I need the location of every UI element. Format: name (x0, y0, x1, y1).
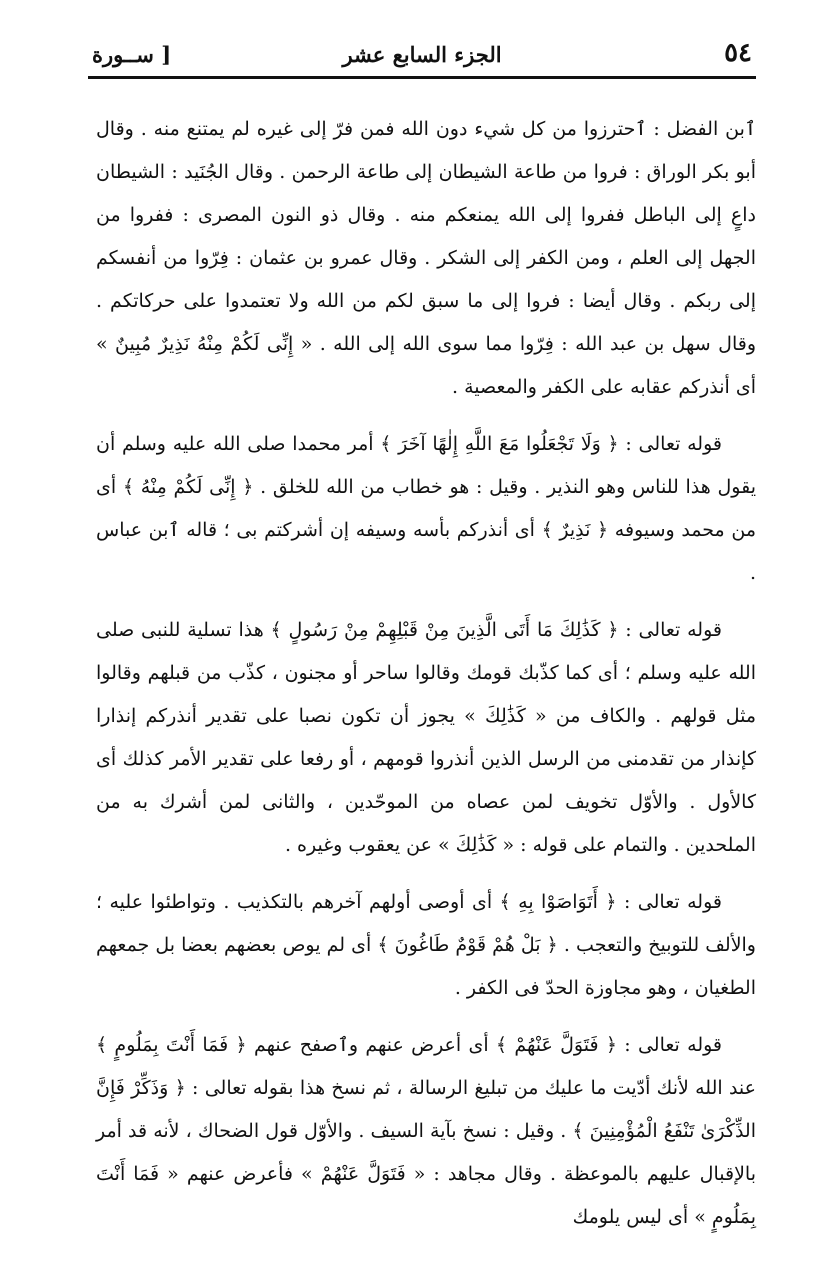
surah-label: [ ســورة (92, 42, 172, 67)
running-title: الجزء السابع عشر (342, 42, 502, 67)
page-header (88, 36, 756, 79)
paragraph-1: ٱبن الفضل : ٱحترزوا من كل شيء دون الله فمن فرّ إلى غيره لم يمتنع منه . وقال أبو بكر الوراق : فروا من طاعة الشيطان إلى طاعة الرحمن . وقال الجُنَيد : الشيطان داعٍ إلى الباطل ففروا إلى الله يمنعكم منه . وقال ذو النون المصرى : ففروا من الجهل إلى العلم ، ومن الكفر إلى الشكر . وقال عمرو بن عثمان : فِرّوا من أنفسكم إلى ربكم . وقال أيضا : فروا إلى ما سبق لكم من الله ولا تعتمدوا على حركاتكم . وقال سهل بن عبد الله : فِرّوا مما سوى الله إلى الله . « إِنِّى لَكُمْ مِنْهُ نَذِيرٌ مُبِينٌ » أى أنذركم عقابه على الكفر والمعصية . (96, 118, 756, 398)
paragraph-5: قوله تعالى : ﴿ فَتَوَلَّ عَنْهُمْ ﴾ أى أعرض عنهم وٱصفح عنهم ﴿ فَمَا أَنْتَ بِمَلُومٍ ﴾ عند الله لأنك أدّيت ما عليك من تبليغ الرسالة ، ثم نسخ هذا بقوله تعالى : ﴿ وَذَكِّرْ فَإِنَّ الذِّكْرَىٰ تَنْفَعُ الْمُؤْمِنِينَ ﴾ . وقيل : نسخ بآية السيف . والأوّل قول الضحاك ، لأنه قد أمر بالإقبال عليهم بالموعظة . وقال مجاهد : « فَتَوَلَّ عَنْهُمْ » فأعرض عنهم « فَمَا أَنْتَ بِمَلُومٍ » أى ليس يلومك (96, 1034, 756, 1228)
paragraph-2: قوله تعالى : ﴿ وَلَا تَجْعَلُوا مَعَ اللَّهِ إِلٰهًا آخَرَ ﴾ أمر محمدا صلى الله عليه وسلم أن يقول هذا للناس وهو النذير . وقيل : هو خطاب من الله للخلق . ﴿ إِنِّى لَكُمْ مِنْهُ ﴾ أى من محمد وسيوفه ﴿ نَذِيرٌ ﴾ أى أنذركم بأسه وسيفه إن أشركتم بى ؛ قاله ٱبن عباس . (96, 433, 756, 584)
paragraph-4: قوله تعالى : ﴿ أَتَوَاصَوْا بِهِ ﴾ أى أوصى أولهم آخرهم بالتكذيب . وتواطئوا عليه ؛ والألف للتوبيخ والتعجب . ﴿ بَلْ هُمْ قَوْمٌ طَاغُونَ ﴾ أى لم يوص بعضهم بعضا بل جمعهم الطغيان ، وهو مجاوزة الحدّ فى الكفر . (96, 891, 756, 999)
page-number: ٥٤ (724, 38, 752, 68)
paragraph-3: قوله تعالى : ﴿ كَذَٰلِكَ مَا أَتَى الَّذِينَ مِنْ قَبْلِهِمْ مِنْ رَسُولٍ ﴾ هذا تسلية للنبى صلى الله عليه وسلم ؛ أى كما كذّبك قومك وقالوا ساحر أو مجنون ، كذّب من قبلهم وقالوا مثل قولهم . والكاف من « كَذَٰلِكَ » يجوز أن تكون نصبا على تقدير أنذركم إنذارا كإنذار من تقدمنى من الرسل الذين أنذروا قومهم ، أو رفعا على تقدير الأمر كذلك أى كالأول . والأوّل تخويف لمن عصاه من الموحّدين ، والثانى لمن أشرك به من الملحدين . والتمام على قوله : « كَذَٰلِكَ » عن يعقوب وغيره . (96, 619, 756, 856)
body-text (96, 108, 756, 1253)
